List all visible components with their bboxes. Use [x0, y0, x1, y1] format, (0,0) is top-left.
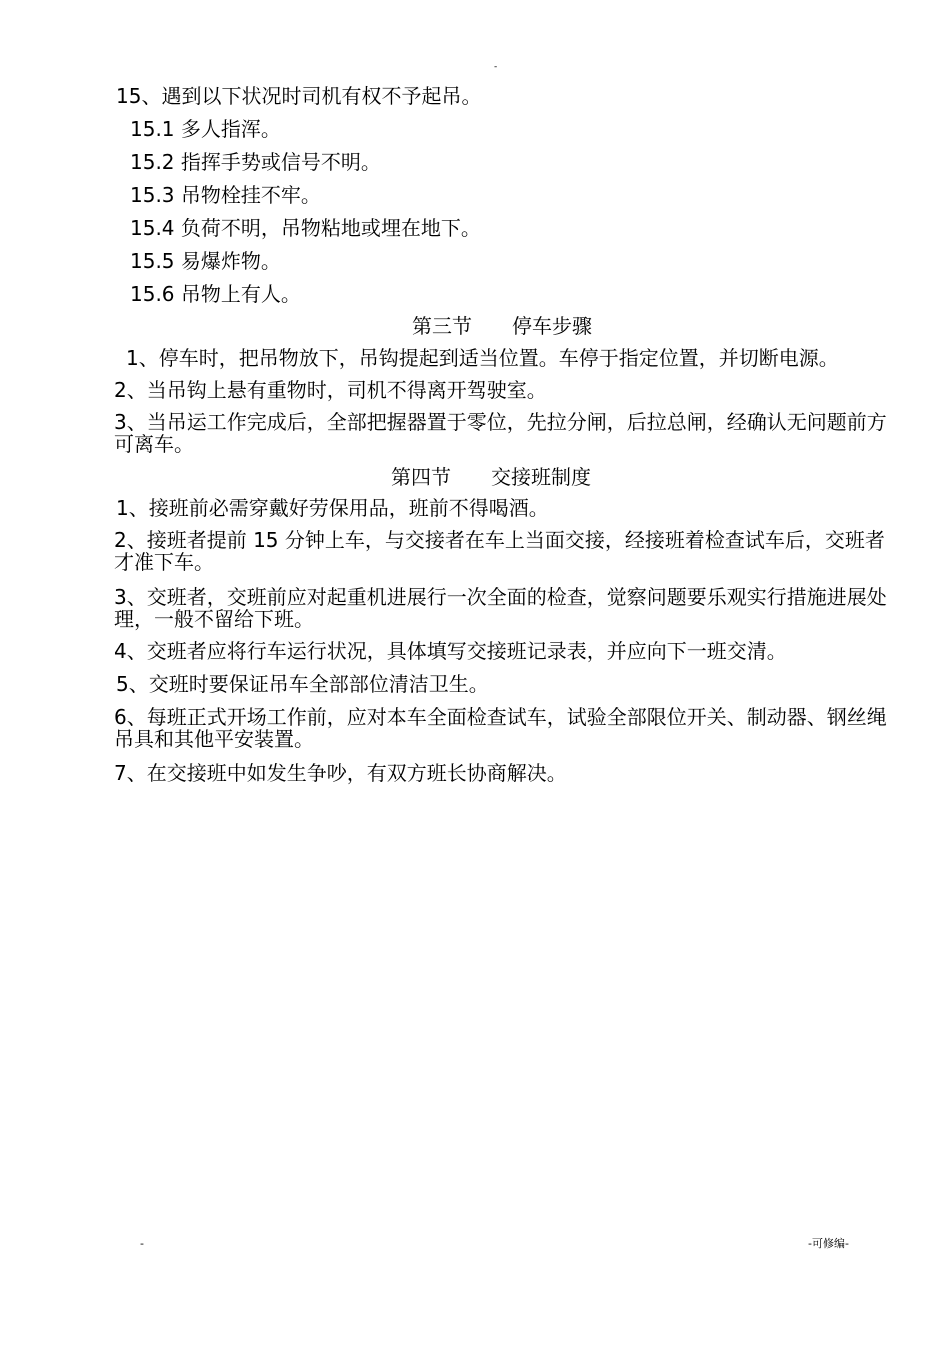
- section-4-item-2: 2、接班者提前 15 分钟上车，与交接者在车上当面交接，经接班着检查试车后，交班者才准下车。: [114, 528, 885, 574]
- sub-item-15-6: 15.6 吊物上有人。: [130, 282, 301, 306]
- section-3-item-2: 2、当吊钩上悬有重物时，司机不得离开驾驶室。: [114, 378, 547, 402]
- sub-item-15-1: 15.1 多人指浑。: [130, 117, 281, 141]
- section-3-item-3: 3、当吊运工作完成后，全部把握器置于零位，先拉分闸，后拉总闸，经确认无问题前方可离车。: [114, 410, 887, 456]
- sub-item-15-2: 15.2 指挥手势或信号不明。: [130, 150, 381, 174]
- section-4-heading: 第四节 交接班制度: [391, 465, 591, 489]
- sub-item-15-4: 15.4 负荷不明，吊物粘地或埋在地下。: [130, 216, 481, 240]
- section-3-item-1: 1、停车时，把吊物放下，吊钩提起到适当位置。车停于指定位置，并切断电源。: [126, 346, 839, 370]
- footer-editable-note: -可修编-: [808, 1237, 849, 1250]
- section-4-item-6: 6、每班正式开场工作前，应对本车全面检查试车，试验全部限位开关、制动器、钢丝绳吊具和其他平安装置。: [114, 705, 887, 751]
- sub-item-15-3: 15.3 吊物栓挂不牢。: [130, 183, 321, 207]
- section-4-item-1: 1、接班前必需穿戴好劳保用品，班前不得喝酒。: [116, 496, 549, 520]
- footer-left-mark: -: [140, 1237, 144, 1250]
- section-3-heading: 第三节 停车步骤: [412, 314, 592, 338]
- header-mark: -: [494, 62, 498, 72]
- item-15: 15、遇到以下状况时司机有权不予起吊。: [116, 84, 482, 108]
- section-4-item-7: 7、在交接班中如发生争吵，有双方班长协商解决。: [114, 761, 567, 785]
- section-4-item-5: 5、交班时要保证吊车全部部位清洁卫生。: [116, 672, 489, 696]
- section-4-item-3: 3、交班者，交班前应对起重机进展行一次全面的检查，觉察问题要乐观实行措施进展处理，一般不留给下班。: [114, 585, 887, 631]
- section-4-item-4: 4、交班者应将行车运行状况，具体填写交接班记录表，并应向下一班交清。: [114, 639, 787, 663]
- sub-item-15-5: 15.5 易爆炸物。: [130, 249, 281, 273]
